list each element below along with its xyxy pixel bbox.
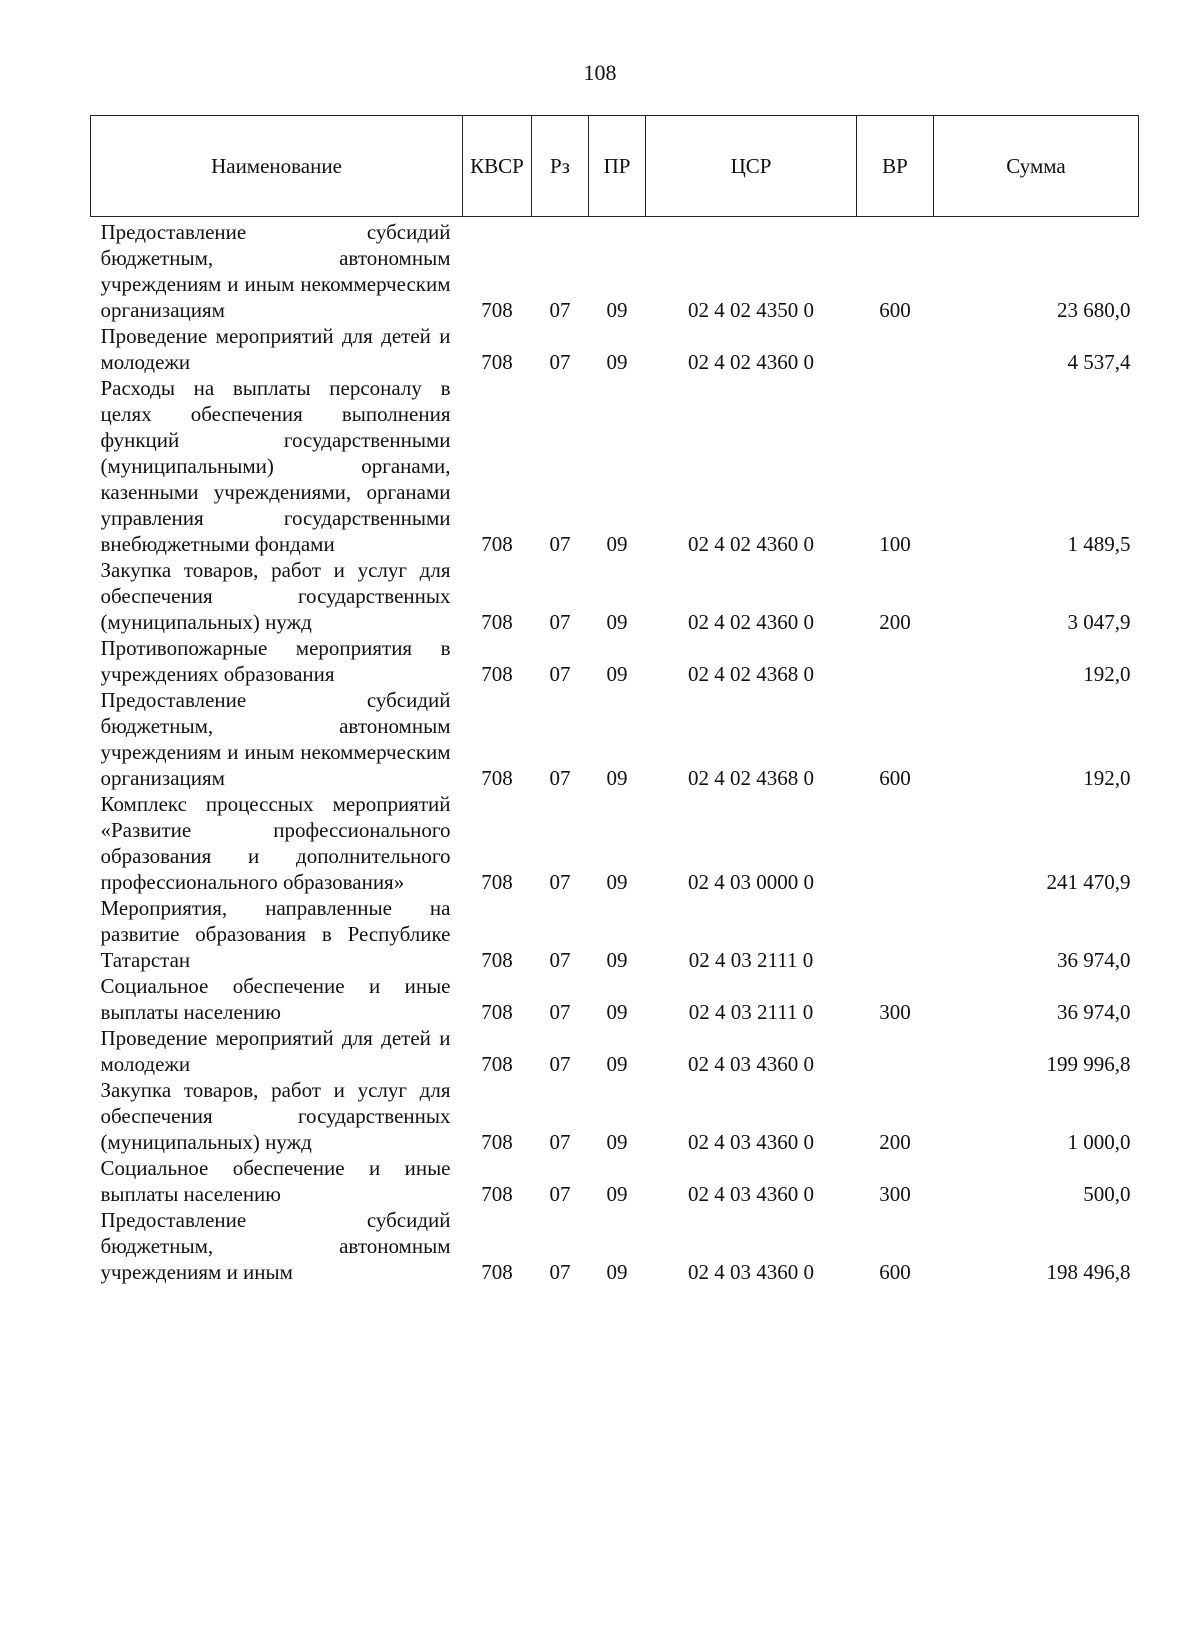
row-rz: 07 bbox=[549, 662, 571, 686]
row-vr bbox=[857, 895, 934, 973]
header-name: Наименование bbox=[91, 116, 463, 217]
row-sum: 36 974,0 bbox=[1057, 1000, 1131, 1024]
row-pr: 09 bbox=[606, 1052, 628, 1076]
row-name: Социальное обеспечение и иные выплаты населению bbox=[100, 1156, 451, 1206]
row-pr: 09 bbox=[606, 350, 628, 374]
row-kvsr: 708 bbox=[481, 1052, 513, 1076]
table-row bbox=[91, 1077, 1139, 1155]
row-csr: 02 4 03 4360 0 bbox=[688, 1182, 814, 1206]
row-vr: 600 bbox=[879, 1260, 911, 1284]
row-csr: 02 4 02 4350 0 bbox=[688, 298, 814, 322]
row-pr: 09 bbox=[606, 298, 628, 322]
row-sum: 192,0 bbox=[1083, 662, 1131, 686]
row-pr: 09 bbox=[606, 948, 628, 972]
row-vr bbox=[857, 1025, 934, 1077]
row-vr: 200 bbox=[879, 610, 911, 634]
row-sum: 1 489,5 bbox=[1067, 532, 1131, 556]
row-kvsr: 708 bbox=[481, 948, 513, 972]
row-sum: 241 470,9 bbox=[1046, 870, 1131, 894]
row-name: Противопожарные мероприятия в учреждениях образования bbox=[100, 636, 451, 686]
header-vr: ВР bbox=[857, 116, 934, 217]
row-csr: 02 4 02 4360 0 bbox=[688, 350, 814, 374]
row-rz: 07 bbox=[549, 1000, 571, 1024]
row-sum: 1 000,0 bbox=[1067, 1130, 1131, 1154]
row-rz: 07 bbox=[549, 610, 571, 634]
row-kvsr: 708 bbox=[481, 1130, 513, 1154]
row-sum: 192,0 bbox=[1083, 766, 1131, 790]
row-kvsr: 708 bbox=[481, 766, 513, 790]
row-rz: 07 bbox=[549, 350, 571, 374]
row-vr bbox=[857, 791, 934, 895]
header-sum: Сумма bbox=[934, 116, 1139, 217]
table-row bbox=[91, 791, 1139, 895]
header-kvsr: КВСР bbox=[463, 116, 532, 217]
header-csr: ЦСР bbox=[646, 116, 857, 217]
row-csr: 02 4 02 4368 0 bbox=[688, 766, 814, 790]
table-body bbox=[91, 217, 1139, 1286]
page-number: 108 bbox=[583, 60, 617, 85]
row-kvsr: 708 bbox=[481, 1260, 513, 1284]
row-kvsr: 708 bbox=[481, 298, 513, 322]
row-vr: 600 bbox=[879, 766, 911, 790]
row-kvsr: 708 bbox=[481, 1000, 513, 1024]
row-rz: 07 bbox=[549, 948, 571, 972]
header-rz: Рз bbox=[532, 116, 589, 217]
row-vr bbox=[857, 635, 934, 687]
row-kvsr: 708 bbox=[481, 662, 513, 686]
row-name: Предоставление субсидий бюджетным, автономным учреждениям и иным bbox=[100, 1208, 451, 1284]
table-row bbox=[91, 1025, 1139, 1077]
header-pr: ПР bbox=[589, 116, 646, 217]
table-row bbox=[91, 1155, 1139, 1207]
row-csr: 02 4 02 4360 0 bbox=[688, 532, 814, 556]
row-kvsr: 708 bbox=[481, 532, 513, 556]
row-csr: 02 4 03 4360 0 bbox=[688, 1052, 814, 1076]
row-name: Предоставление субсидий бюджетным, автономным учреждениям и иным некоммерческим организациям bbox=[100, 688, 451, 790]
row-pr: 09 bbox=[606, 662, 628, 686]
table-row bbox=[91, 635, 1139, 687]
table-row bbox=[91, 687, 1139, 791]
row-sum: 36 974,0 bbox=[1057, 948, 1131, 972]
row-sum: 500,0 bbox=[1083, 1182, 1131, 1206]
row-name: Предоставление субсидий бюджетным, автономным учреждениям и иным некоммерческим организациям bbox=[100, 220, 451, 322]
row-rz: 07 bbox=[549, 1130, 571, 1154]
row-sum: 198 496,8 bbox=[1046, 1260, 1131, 1284]
row-vr: 200 bbox=[879, 1130, 911, 1154]
table-header bbox=[91, 116, 1139, 217]
row-sum: 3 047,9 bbox=[1067, 610, 1131, 634]
row-csr: 02 4 03 4360 0 bbox=[688, 1260, 814, 1284]
table-row bbox=[91, 1207, 1139, 1285]
row-kvsr: 708 bbox=[481, 350, 513, 374]
table-row bbox=[91, 973, 1139, 1025]
row-vr: 300 bbox=[879, 1000, 911, 1024]
row-pr: 09 bbox=[606, 1182, 628, 1206]
row-pr: 09 bbox=[606, 870, 628, 894]
row-pr: 09 bbox=[606, 1130, 628, 1154]
row-pr: 09 bbox=[606, 610, 628, 634]
row-rz: 07 bbox=[549, 766, 571, 790]
row-csr: 02 4 03 2111 0 bbox=[688, 1000, 814, 1024]
row-csr: 02 4 03 2111 0 bbox=[688, 948, 814, 972]
row-rz: 07 bbox=[549, 1052, 571, 1076]
table-row bbox=[91, 557, 1139, 635]
row-rz: 07 bbox=[549, 1182, 571, 1206]
row-csr: 02 4 02 4368 0 bbox=[688, 662, 814, 686]
row-sum: 23 680,0 bbox=[1057, 298, 1131, 322]
row-csr: 02 4 03 0000 0 bbox=[688, 870, 814, 894]
row-pr: 09 bbox=[606, 1260, 628, 1284]
row-name: Проведение мероприятий для детей и молодежи bbox=[100, 1026, 451, 1076]
row-kvsr: 708 bbox=[481, 1182, 513, 1206]
row-csr: 02 4 03 4360 0 bbox=[688, 1130, 814, 1154]
row-pr: 09 bbox=[606, 766, 628, 790]
row-kvsr: 708 bbox=[481, 870, 513, 894]
row-rz: 07 bbox=[549, 298, 571, 322]
row-vr: 600 bbox=[879, 298, 911, 322]
row-pr: 09 bbox=[606, 1000, 628, 1024]
table-row bbox=[91, 323, 1139, 375]
row-name: Социальное обеспечение и иные выплаты населению bbox=[100, 974, 451, 1024]
row-name: Проведение мероприятий для детей и молодежи bbox=[100, 324, 451, 374]
row-vr: 100 bbox=[879, 532, 911, 556]
row-pr: 09 bbox=[606, 532, 628, 556]
row-name: Мероприятия, направленные на развитие образования в Республике Татарстан bbox=[100, 896, 451, 972]
row-name: Закупка товаров, работ и услуг для обеспечения государственных (муниципальных) нужд bbox=[100, 558, 451, 634]
budget-table bbox=[90, 115, 1139, 1285]
table-row bbox=[91, 895, 1139, 973]
row-name: Закупка товаров, работ и услуг для обеспечения государственных (муниципальных) нужд bbox=[100, 1078, 451, 1154]
row-vr bbox=[857, 323, 934, 375]
row-rz: 07 bbox=[549, 1260, 571, 1284]
row-name: Комплекс процессных мероприятий «Развитие профессионального образования и дополнительного профессионального образования» bbox=[100, 792, 451, 894]
row-sum: 199 996,8 bbox=[1046, 1052, 1131, 1076]
row-vr: 300 bbox=[879, 1182, 911, 1206]
table-row bbox=[91, 217, 1139, 324]
row-sum: 4 537,4 bbox=[1067, 350, 1131, 374]
row-rz: 07 bbox=[549, 532, 571, 556]
row-kvsr: 708 bbox=[481, 610, 513, 634]
row-rz: 07 bbox=[549, 870, 571, 894]
row-name: Расходы на выплаты персоналу в целях обеспечения выполнения функций государственными (муниципальными) органами, казенными учреждениями, органами управления государственными внебюджетными фондами bbox=[100, 376, 451, 556]
table-row bbox=[91, 375, 1139, 557]
row-csr: 02 4 02 4360 0 bbox=[688, 610, 814, 634]
